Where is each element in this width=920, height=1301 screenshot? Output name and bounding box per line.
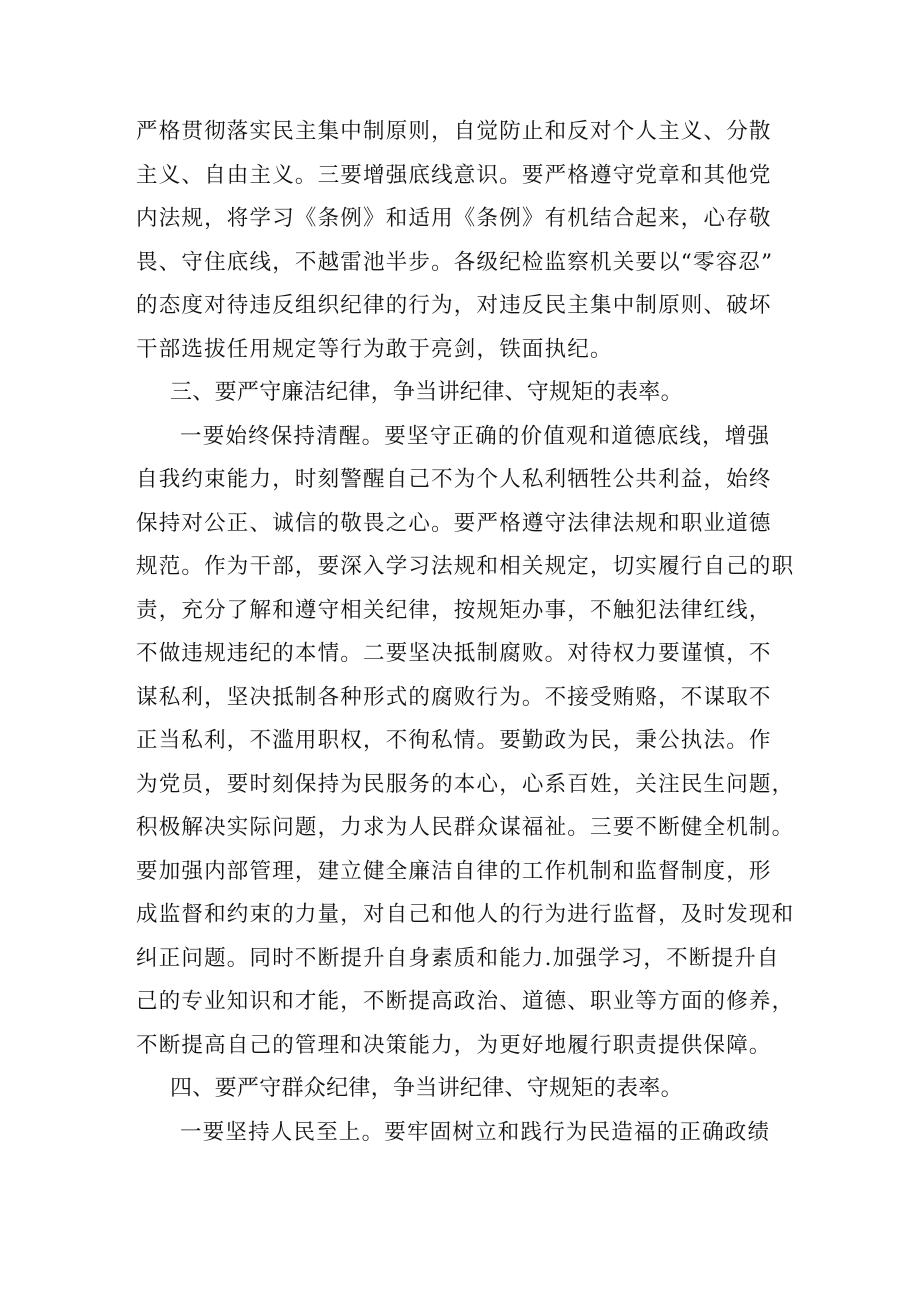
body-line: 内法规，将学习《条例》和适用《条例》有机结合起来，心存敬 — [136, 206, 772, 231]
paragraph-first-line: 一要始终保持清醒。要坚守正确的价值观和道德底线，增强 — [180, 423, 771, 449]
section-heading-3: 三、要严守廉洁纪律，争当讲纪律、守规矩的表率。 — [170, 380, 683, 405]
body-line: 要加强内部管理，建立健全廉洁自律的工作机制和监督制度，形 — [136, 858, 772, 884]
body-line: 干部选拔任用规定等行为敢于亮剑，铁面执纪。 — [136, 336, 613, 362]
body-line: 责，充分了解和遵守相关纪律，按规矩办事，不触犯法律红线， — [136, 597, 772, 623]
body-line: 严格贯彻落实民主集中制原则，自觉防止和反对个人主义、分散 — [136, 119, 772, 144]
body-line: 不做违规违纪的本情。二要坚决抵制腐败。对待权力要谨慎，不 — [136, 641, 772, 666]
body-line: 畏、守住底线，不越雷池半步。各级纪检监察机关要以“零容忍” — [136, 249, 774, 275]
paragraph-first-line: 一要坚持人民至上。要牢固树立和践行为民造福的正确政绩 — [180, 1119, 771, 1145]
body-line: 的态度对待违反组织纪律的行为，对违反民主集中制原则、破坏 — [136, 293, 772, 318]
body-line: 纠正问题。同时不断提升自身素质和能力.加强学习，不断提升自 — [136, 945, 780, 971]
body-line: 主义、自由主义。三要增强底线意识。要严格遵守党章和其他党 — [136, 162, 772, 188]
body-line: 保持对公正、诚信的敬畏之心。要严格遵守法律法规和职业道德 — [136, 510, 772, 536]
body-line: 不断提高自己的管理和决策能力，为更好地履行职责提供保障。 — [136, 1032, 772, 1058]
body-line: 自我约束能力，时刻警醒自己不为个人私利牺牲公共利益，始终 — [136, 467, 772, 492]
body-line: 规范。作为干部，要深入学习法规和相关规定，切实履行自己的职 — [136, 554, 795, 579]
body-line: 积极解决实际问题，力求为人民群众谋福祉。三要不断健全机制。 — [136, 815, 795, 840]
body-line: 成监督和约束的力量，对自己和他人的行为进行监督，及时发现和 — [136, 902, 795, 927]
document-body — [136, 110, 795, 1154]
section-heading-4: 四、要严守群众纪律，争当讲纪律、守规矩的表率。 — [170, 1076, 683, 1101]
body-line: 己的专业知识和才能，不断提高政治、道德、职业等方面的修养， — [136, 989, 795, 1014]
body-line: 为党员，要时刻保持为民服务的本心，心系百姓，关注民生问题， — [136, 771, 795, 797]
body-line: 谋私利，坚决抵制各种形式的腐败行为。不接受贿赂，不谋取不 — [136, 684, 772, 710]
body-line: 正当私利，不滥用职权，不徇私情。要勤政为民，秉公执法。作 — [136, 728, 772, 753]
